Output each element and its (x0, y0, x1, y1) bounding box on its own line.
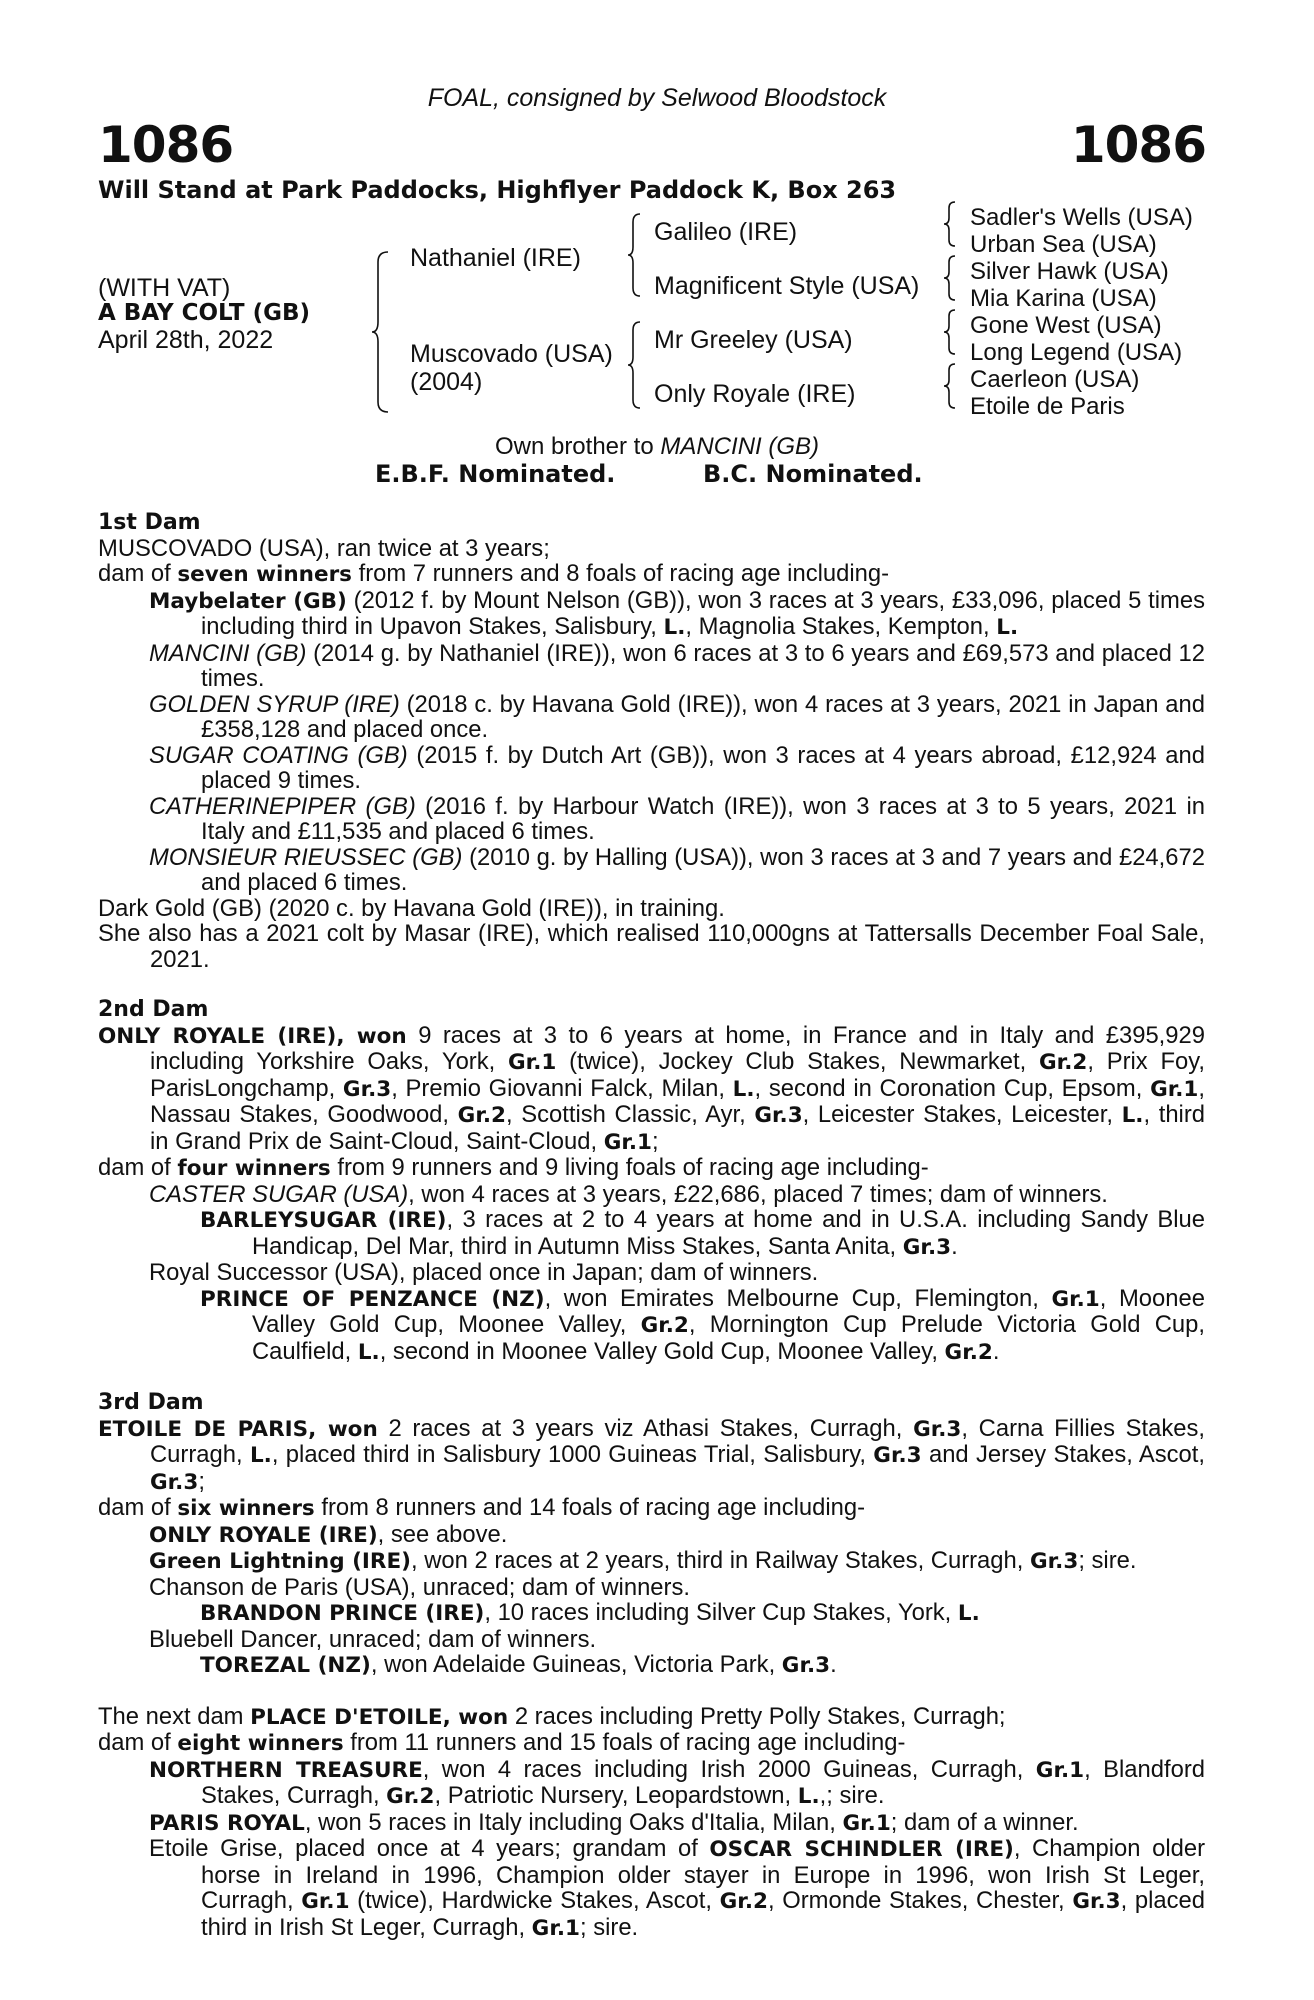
foaling-date: April 28th, 2022 (98, 326, 274, 354)
pedigree-bracket-main (372, 252, 392, 412)
ebf-nominated: E.B.F. Nominated. (375, 460, 616, 488)
pedigree-gen3-1: Sadler's Wells (USA) (970, 204, 1193, 231)
produce-entry: BRANDON PRINCE (IRE), 10 races including Silver Cup Stakes, York, L. (200, 1599, 980, 1626)
produce-entry: PARIS ROYAL, won 5 races in Italy including Oaks d'Italia, Milan, Gr.1; dam of a winner. (149, 1808, 1079, 1836)
produce-entry: Dark Gold (GB) (2020 c. by Havana Gold (IRE)), in training. (98, 894, 725, 922)
consignment-line: FOAL, consigned by Selwood Bloodstock (427, 84, 887, 112)
pedigree-bracket-dam (628, 322, 644, 408)
third-dam-produce-summary: dam of six winners from 8 runners and 14 foals of racing age including- (98, 1494, 866, 1521)
produce-entry: BARLEYSUGAR (IRE), 3 races at 2 to 4 years at home and in U.S.A. including Sandy Blue Handicap, Del Mar, third in Autumn Miss Stakes, Santa Anita, Gr.3. (200, 1206, 1206, 1260)
own-brother-note: Own brother to MANCINI (GB) (494, 433, 820, 460)
pedigree-dam: Muscovado (USA) (410, 340, 613, 368)
produce-entry: TOREZAL (NZ), won Adelaide Guineas, Victoria Park, Gr.3. (200, 1651, 837, 1678)
pedigree-gen3-3: Silver Hawk (USA) (970, 258, 1169, 285)
produce-entry: CATHERINEPIPER (GB) (2016 f. by Harbour Watch (IRE)), won 3 races at 3 to 5 years, 2021 in Italy and £11,535 and placed 6 times. (149, 792, 1206, 845)
third-dam-heading: 3rd Dam (98, 1390, 204, 1415)
produce-entry: SUGAR COATING (GB) (2015 f. by Dutch Art (GB)), won 3 races at 4 years abroad, £12,924 and placed 9 times. (149, 741, 1205, 794)
third-dam-record: ETOILE DE PARIS, won 2 races at 3 years viz Athasi Stakes, Curragh, Gr.3, Carna Fillies Stakes, Curragh, L., placed third in Salisbury 1000 Guineas Trial, Salisbury, Gr.3 and Jersey Stakes, Ascot, Gr.3; (98, 1414, 1205, 1495)
produce-entry: CASTER SUGAR (USA), won 4 races at 3 years, £22,686, placed 7 times; dam of winners. (149, 1180, 1108, 1208)
horse-name: A BAY COLT (GB) (98, 300, 311, 326)
stand-location: Will Stand at Park Paddocks, Highflyer Paddock K, Box 263 (98, 176, 897, 204)
next-dam-record: The next dam PLACE D'ETOILE, won 2 races including Pretty Polly Stakes, Curragh; (98, 1702, 1006, 1730)
second-dam-produce-summary: dam of four winners from 9 runners and 9 living foals of racing age including- (98, 1154, 929, 1181)
produce-entry: MONSIEUR RIEUSSEC (GB) (2010 g. by Halling (USA)), won 3 races at 3 and 7 years and £24,672 and placed 6 times. (149, 843, 1205, 896)
pedigree-bracket-g2 (944, 256, 958, 300)
pedigree-dam-dam: Only Royale (IRE) (654, 380, 856, 408)
produce-entry: Chanson de Paris (USA), unraced; dam of winners. (149, 1573, 690, 1601)
next-dam-produce-summary: dam of eight winners from 11 runners and 15 foals of racing age including- (98, 1729, 906, 1756)
produce-entry: NORTHERN TREASURE, won 4 races including Irish 2000 Guineas, Curragh, Gr.1, Blandford Stakes, Curragh, Gr.2, Patriotic Nursery, Leopardstown, L.,; sire. (149, 1755, 1205, 1809)
lot-number-right: 1086 (1070, 116, 1206, 174)
pedigree-sire-dam: Magnificent Style (USA) (654, 272, 920, 300)
produce-entry: ONLY ROYALE (IRE), see above. (149, 1520, 508, 1548)
pedigree-dam-sire: Mr Greeley (USA) (654, 326, 853, 354)
produce-entry: Etoile Grise, placed once at 4 years; grandam of OSCAR SCHINDLER (IRE), Champion older horse in Ireland in 1996, Champion older stayer in Europe in 1996, won Irish St Leger, Curragh, Gr.1 (twice), Hardwicke Stakes, Ascot, Gr.2, Ormonde Stakes, Chester, Gr.3, placed third in Irish St Leger, Curragh, Gr.1; sire. (149, 1835, 1205, 1941)
second-dam-record: ONLY ROYALE (IRE), won 9 races at 3 to 6 years at home, in France and in Italy and £395,929 including Yorkshire Oaks, York, Gr.1 (twice), Jockey Club Stakes, Newmarket, Gr.2, Prix Foy, ParisLongchamp, Gr.3, Premio Giovanni Falck, Milan, L., second in Coronation Cup, Epsom, Gr.1, Nassau Stakes, Goodwood, Gr.2, Scottish Classic, Ayr, Gr.3, Leicester Stakes, Leicester, L., third in Grand Prix de Saint-Cloud, Saint-Cloud, Gr.1; (98, 1021, 1206, 1155)
pedigree-gen3-7: Caerleon (USA) (970, 366, 1140, 393)
pedigree-dam-year: (2004) (410, 368, 483, 396)
produce-entry: Green Lightning (IRE), won 2 races at 2 years, third in Railway Stakes, Curragh, Gr.3; sire. (149, 1547, 1137, 1574)
pedigree-sire-sire: Galileo (IRE) (654, 218, 798, 246)
produce-entry: MANCINI (GB) (2014 g. by Nathaniel (IRE)), won 6 races at 3 to 6 years and £69,573 and placed 12 times. (149, 639, 1205, 692)
catalogue-body (98, 510, 1205, 1941)
produce-entry: Maybelater (GB) (2012 f. by Mount Nelson (GB)), won 3 races at 3 years, £33,096, placed 5 times including third in Upavon Stakes, Salisbury, L., Magnolia Stakes, Kempton, L. (149, 586, 1205, 640)
first-dam-heading: 1st Dam (98, 510, 201, 535)
first-dam-line: MUSCOVADO (USA), ran twice at 3 years; (98, 534, 550, 562)
second-dam-heading: 2nd Dam (98, 997, 209, 1022)
produce-entry: PRINCE OF PENZANCE (NZ), won Emirates Melbourne Cup, Flemington, Gr.1, Moonee Valley Gold Cup, Moonee Valley, Gr.2, Mornington Cup Prelude Victoria Gold Cup, Caulfield, L., second in Moonee Valley Gold Cup, Moonee Valley, Gr.2. (200, 1284, 1206, 1365)
pedigree-bracket-sire (628, 214, 644, 296)
pedigree-gen3-5: Gone West (USA) (970, 312, 1162, 339)
lot-number-left: 1086 (98, 116, 234, 174)
pedigree-bracket-g4 (944, 364, 958, 408)
pedigree-bracket-g1 (944, 202, 958, 246)
produce-sale-note: She also has a 2021 colt by Masar (IRE), which realised 110,000gns at Tattersalls December Foal Sale, 2021. (98, 920, 1205, 973)
produce-entry: Royal Successor (USA), placed once in Japan; dam of winners. (149, 1259, 819, 1286)
first-dam-produce-summary: dam of seven winners from 7 runners and 8 foals of racing age including- (98, 560, 890, 587)
produce-entry: Bluebell Dancer, unraced; dam of winners. (149, 1625, 597, 1653)
vat-note: (WITH VAT) (98, 274, 231, 302)
pedigree-sire: Nathaniel (IRE) (410, 244, 581, 272)
pedigree-gen3-8: Etoile de Paris (970, 393, 1125, 420)
pedigree-gen3-6: Long Legend (USA) (970, 339, 1183, 366)
produce-entry: GOLDEN SYRUP (IRE) (2018 c. by Havana Gold (IRE)), won 4 races at 3 years, 2021 in Japan and £358,128 and placed once. (149, 690, 1205, 743)
bc-nominated: B.C. Nominated. (703, 460, 923, 488)
pedigree-gen3-2: Urban Sea (USA) (970, 231, 1157, 258)
pedigree-bracket-g3 (944, 310, 958, 354)
pedigree-gen3-4: Mia Karina (USA) (970, 285, 1157, 312)
